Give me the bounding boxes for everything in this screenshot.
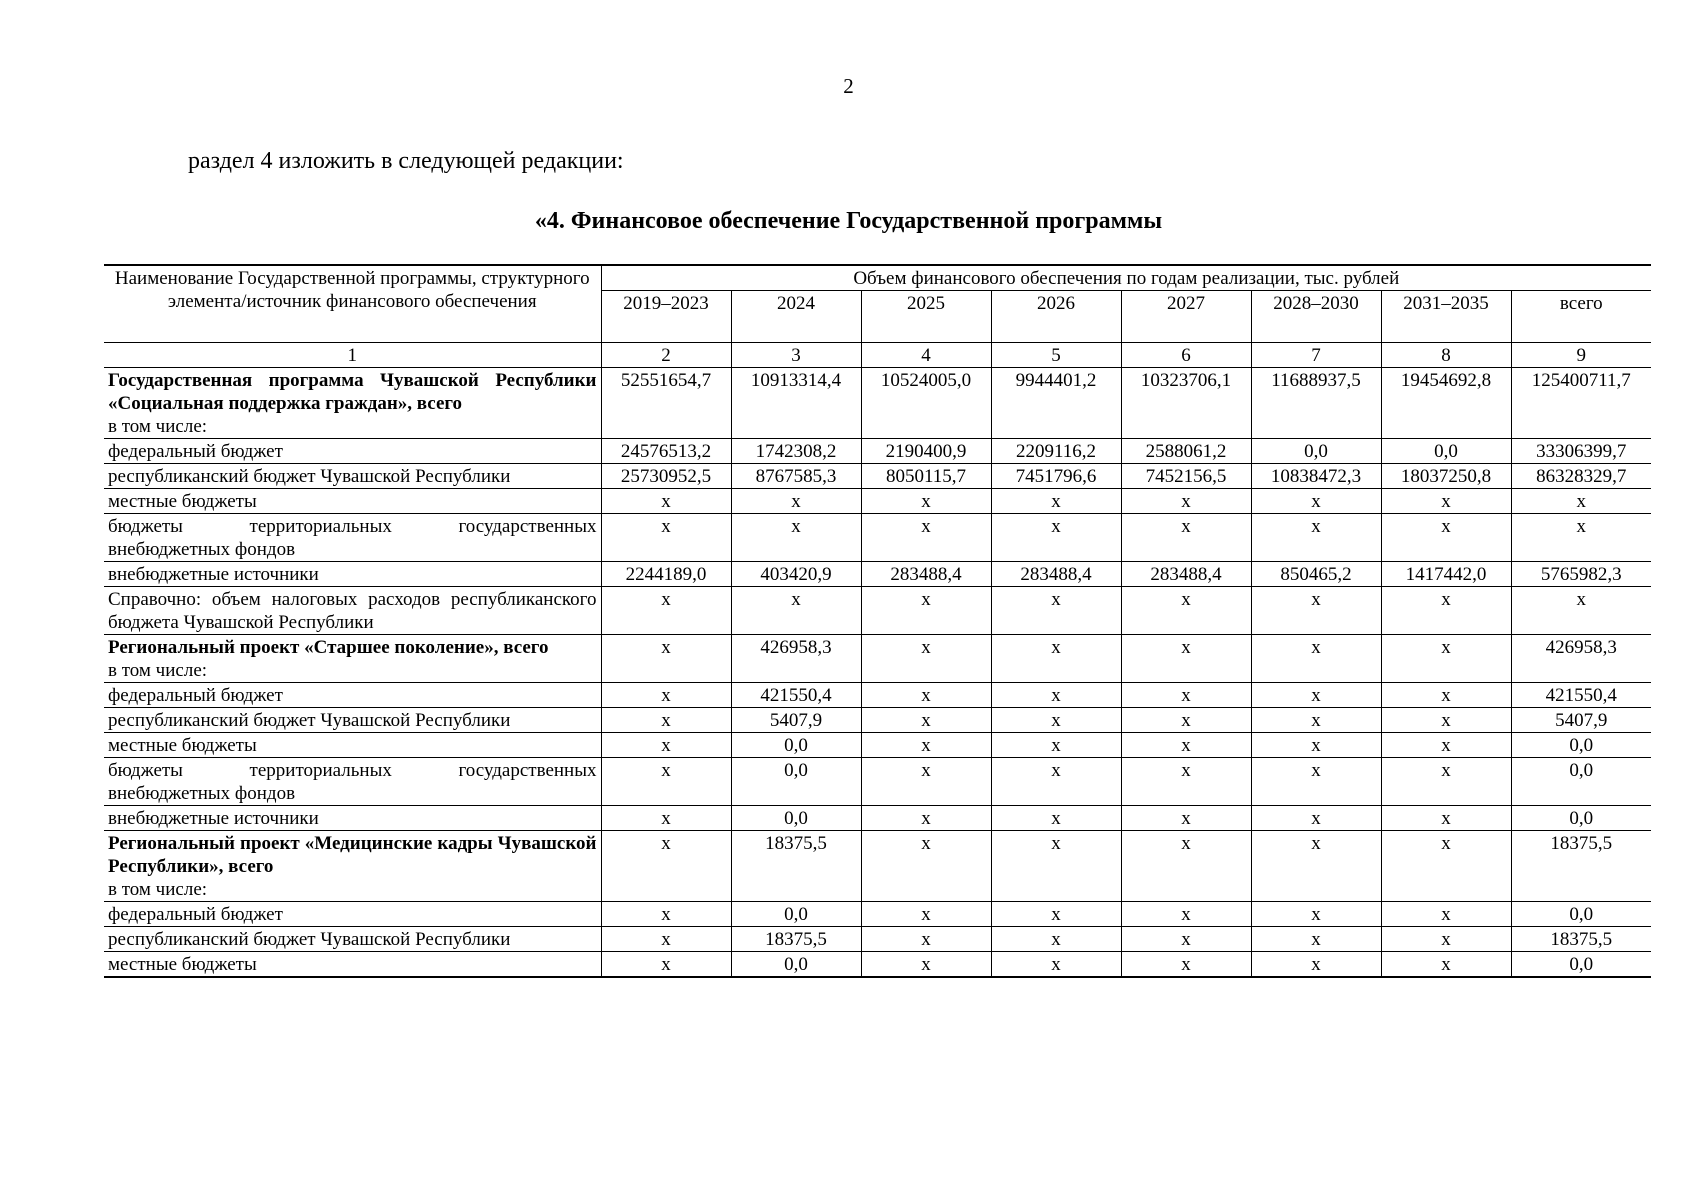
value-cell: х [991,514,1121,562]
value-cell: х [861,683,991,708]
value-cell: 25730952,5 [601,464,731,489]
row-name-cell [104,587,601,635]
row-name-cell [104,439,601,464]
value-cell: 426958,3 [1511,635,1651,683]
row-subnote: в том числе: [108,416,208,437]
row-name: местные бюджеты [108,491,257,512]
row-name-cell [104,464,601,489]
value-cell: х [991,927,1121,952]
value-cell: 2588061,2 [1121,439,1251,464]
value-cell: х [1251,708,1381,733]
table-row [104,368,1651,439]
value-cell: 18375,5 [731,831,861,902]
table-row [104,758,1651,806]
page-number: 2 [843,74,854,98]
row-name: Региональный проект «Медицинские кадры Чувашской Республики», всего [108,833,597,877]
value-cell: х [1121,806,1251,831]
row-name-cell [104,758,601,806]
value-cell: 2244189,0 [601,562,731,587]
value-cell: 5407,9 [1511,708,1651,733]
column-number: 7 [1251,343,1381,368]
value-cell: х [601,683,731,708]
value-cell: х [1381,587,1511,635]
financing-table [104,264,1651,978]
value-cell: х [991,733,1121,758]
row-name-cell [104,806,601,831]
value-cell: х [1381,952,1511,978]
value-cell: 0,0 [731,733,861,758]
value-cell: 426958,3 [731,635,861,683]
value-cell: 10913314,4 [731,368,861,439]
value-cell: 0,0 [1511,952,1651,978]
value-cell: 18375,5 [731,927,861,952]
value-cell: х [1251,927,1381,952]
value-cell: 10838472,3 [1251,464,1381,489]
value-cell: х [991,708,1121,733]
value-cell: х [601,952,731,978]
row-name: федеральный бюджет [108,904,283,925]
row-name: местные бюджеты [108,954,257,975]
table-row [104,489,1651,514]
column-number: 9 [1511,343,1651,368]
value-cell: х [601,831,731,902]
value-cell: 283488,4 [991,562,1121,587]
value-cell: 0,0 [1511,733,1651,758]
value-cell: х [861,902,991,927]
value-cell: х [601,927,731,952]
intro-text: раздел 4 изложить в следующей редакции: [188,148,624,174]
row-subnote: в том числе: [108,879,208,900]
value-cell: х [601,902,731,927]
value-cell: х [1381,635,1511,683]
row-name-cell [104,368,601,439]
value-cell: х [1381,683,1511,708]
row-name: республиканский бюджет Чувашской Республики [108,929,511,950]
value-cell: 10524005,0 [861,368,991,439]
value-cell: х [1251,831,1381,902]
value-cell: х [1251,683,1381,708]
value-cell: 1742308,2 [731,439,861,464]
value-cell: х [861,927,991,952]
table-row [104,562,1651,587]
value-cell: х [601,514,731,562]
value-cell: х [1121,758,1251,806]
value-cell: х [601,635,731,683]
value-cell: 24576513,2 [601,439,731,464]
value-cell: х [1251,806,1381,831]
header-period: 2025 [861,291,991,343]
value-cell: х [1251,952,1381,978]
value-cell: х [861,489,991,514]
value-cell: х [601,587,731,635]
value-cell: 9944401,2 [991,368,1121,439]
value-cell: х [1121,708,1251,733]
value-cell: 18375,5 [1511,927,1651,952]
header-period: 2027 [1121,291,1251,343]
row-name-cell [104,489,601,514]
table-row [104,902,1651,927]
value-cell: 421550,4 [1511,683,1651,708]
value-cell: х [1121,831,1251,902]
column-number: 4 [861,343,991,368]
column-number: 5 [991,343,1121,368]
value-cell: х [1121,683,1251,708]
value-cell: 125400711,7 [1511,368,1651,439]
value-cell: 2190400,9 [861,439,991,464]
table-row [104,733,1651,758]
value-cell: х [861,758,991,806]
row-name-cell [104,708,601,733]
value-cell: х [991,758,1121,806]
value-cell: 52551654,7 [601,368,731,439]
table-row [104,683,1651,708]
value-cell: 18037250,8 [1381,464,1511,489]
value-cell: х [1251,758,1381,806]
row-name-cell [104,514,601,562]
value-cell: х [1381,806,1511,831]
table-row [104,635,1651,683]
value-cell: х [1511,489,1651,514]
row-name-cell [104,562,601,587]
value-cell: х [1121,489,1251,514]
value-cell: 0,0 [1511,902,1651,927]
row-name-cell [104,952,601,978]
value-cell: 5407,9 [731,708,861,733]
value-cell: 19454692,8 [1381,368,1511,439]
value-cell: 10323706,1 [1121,368,1251,439]
column-number: 3 [731,343,861,368]
value-cell: х [991,806,1121,831]
value-cell: 0,0 [731,758,861,806]
value-cell: 33306399,7 [1511,439,1651,464]
value-cell: х [601,733,731,758]
value-cell: 0,0 [1251,439,1381,464]
value-cell: х [601,489,731,514]
value-cell: 8767585,3 [731,464,861,489]
value-cell: х [1121,952,1251,978]
value-cell: 283488,4 [1121,562,1251,587]
row-subnote: в том числе: [108,660,208,681]
value-cell: 18375,5 [1511,831,1651,902]
value-cell: х [1251,514,1381,562]
value-cell: х [1121,927,1251,952]
value-cell: 0,0 [1381,439,1511,464]
table-row [104,831,1651,902]
value-cell: х [991,831,1121,902]
value-cell: х [1511,514,1651,562]
table-row [104,514,1651,562]
value-cell: 283488,4 [861,562,991,587]
value-cell: х [1121,733,1251,758]
value-cell: х [861,514,991,562]
value-cell: 86328329,7 [1511,464,1651,489]
value-cell: х [1251,587,1381,635]
table-row [104,927,1651,952]
value-cell: 5765982,3 [1511,562,1651,587]
row-name: местные бюджеты [108,735,257,756]
value-cell: х [1381,902,1511,927]
value-cell: х [601,708,731,733]
row-name: федеральный бюджет [108,441,283,462]
column-number: 6 [1121,343,1251,368]
header-period: 2031–2035 [1381,291,1511,343]
table-row [104,587,1651,635]
value-cell: х [991,902,1121,927]
column-number-row [104,343,1651,368]
row-name: республиканский бюджет Чувашской Республики [108,466,511,487]
value-cell: х [731,514,861,562]
value-cell: х [1121,635,1251,683]
row-name: федеральный бюджет [108,685,283,706]
row-name: бюджеты территориальных государственных внебюджетных фондов [108,760,597,804]
header-period: 2028–2030 [1251,291,1381,343]
column-number: 2 [601,343,731,368]
value-cell: х [1381,733,1511,758]
value-cell: х [1381,708,1511,733]
row-name: бюджеты территориальных государственных внебюджетных фондов [108,516,597,560]
row-name: Справочно: объем налоговых расходов республиканского бюджета Чувашской Республики [108,589,597,633]
value-cell: 7452156,5 [1121,464,1251,489]
value-cell: х [991,952,1121,978]
table-row [104,439,1651,464]
row-name-cell [104,635,601,683]
value-cell: х [601,758,731,806]
value-cell: 8050115,7 [861,464,991,489]
row-name: республиканский бюджет Чувашской Республики [108,710,511,731]
value-cell: 403420,9 [731,562,861,587]
header-period: 2024 [731,291,861,343]
value-cell: 2209116,2 [991,439,1121,464]
row-name-cell [104,733,601,758]
value-cell: х [861,831,991,902]
value-cell: 7451796,6 [991,464,1121,489]
column-number: 1 [104,343,601,368]
row-name: Региональный проект «Старшее поколение», всего [108,637,549,658]
value-cell: х [1381,514,1511,562]
row-name-cell [104,927,601,952]
table-row [104,708,1651,733]
value-cell: х [1121,587,1251,635]
value-cell: 421550,4 [731,683,861,708]
value-cell: х [861,587,991,635]
value-cell: 0,0 [731,952,861,978]
value-cell: х [991,683,1121,708]
value-cell: х [1251,489,1381,514]
value-cell: х [1121,902,1251,927]
value-cell: х [991,635,1121,683]
value-cell: х [861,635,991,683]
value-cell: х [861,733,991,758]
row-name: внебюджетные источники [108,564,319,585]
table-row [104,806,1651,831]
value-cell: 11688937,5 [1251,368,1381,439]
value-cell: х [731,489,861,514]
value-cell: х [1381,758,1511,806]
table-row [104,952,1651,978]
header-period: 2026 [991,291,1121,343]
value-cell: х [731,587,861,635]
value-cell: х [861,806,991,831]
header-group-label: Объем финансового обеспечения по годам реализации, тыс. рублей [601,265,1651,291]
value-cell: х [1381,489,1511,514]
value-cell: х [861,708,991,733]
header-row-1 [104,265,1651,291]
value-cell: 0,0 [731,806,861,831]
header-period: всего [1511,291,1651,343]
column-number: 8 [1381,343,1511,368]
value-cell: х [991,489,1121,514]
header-period: 2019–2023 [601,291,731,343]
row-name: внебюджетные источники [108,808,319,829]
row-name-cell [104,831,601,902]
value-cell: х [1511,587,1651,635]
value-cell: 1417442,0 [1381,562,1511,587]
value-cell: х [1121,514,1251,562]
value-cell: х [1251,902,1381,927]
value-cell: 0,0 [1511,758,1651,806]
row-name: Государственная программа Чувашской Республики «Социальная поддержка граждан», всего [108,370,597,414]
value-cell: х [1381,927,1511,952]
row-name-cell [104,683,601,708]
value-cell: х [601,806,731,831]
value-cell: 0,0 [1511,806,1651,831]
value-cell: х [1381,831,1511,902]
row-name-cell [104,902,601,927]
value-cell: х [1251,733,1381,758]
header-name-col: Наименование Государственной программы, структурного элемента/источник финансового обеспечения [104,265,601,343]
value-cell: х [861,952,991,978]
value-cell: 850465,2 [1251,562,1381,587]
value-cell: х [1251,635,1381,683]
section-title: «4. Финансовое обеспечение Государственной программы [534,208,1163,234]
value-cell: х [991,587,1121,635]
table-row [104,464,1651,489]
value-cell: 0,0 [731,902,861,927]
